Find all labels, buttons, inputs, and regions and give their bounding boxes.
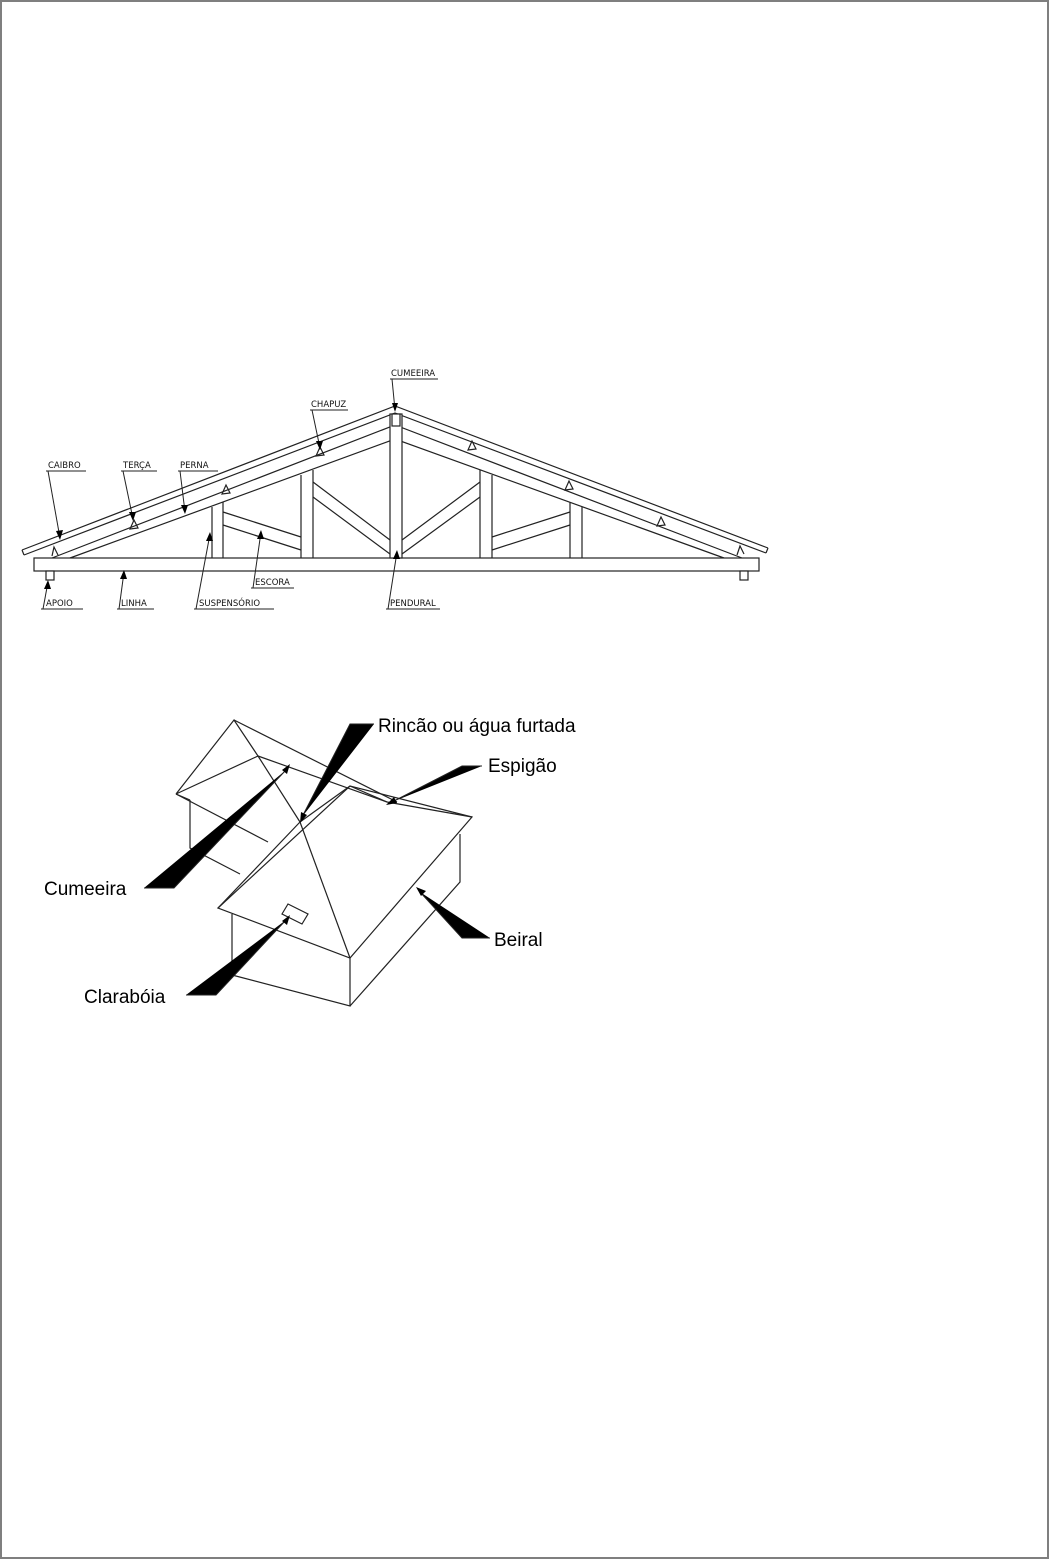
cumeeira-block — [392, 414, 400, 426]
label-terca: TERÇA — [123, 461, 151, 471]
label-cumeeira-truss: CUMEEIRA — [391, 369, 436, 379]
apoio-right — [740, 571, 748, 580]
label-cumeeira-roof: Cumeeira — [44, 879, 127, 900]
label-apoio: APOIO — [46, 599, 73, 609]
label-rincao: Rincão ou água furtada — [378, 716, 576, 737]
apoio-left — [46, 571, 54, 580]
label-suspensorio: SUSPENSÓRIO — [199, 599, 261, 609]
label-beiral: Beiral — [494, 930, 543, 951]
roof-truss-diagram — [22, 369, 768, 609]
label-espigao: Espigão — [488, 756, 557, 777]
label-claraboia: Clarabóia — [84, 987, 166, 1008]
front-roof-outline — [218, 786, 472, 958]
label-escora: ESCORA — [255, 578, 290, 588]
label-caibro: CAIBRO — [48, 461, 81, 471]
label-pendural: PENDURAL — [390, 599, 436, 609]
diagram-canvas — [2, 2, 1047, 1557]
label-perna: PERNA — [180, 461, 209, 471]
label-linha: LINHA — [121, 599, 147, 609]
house-roof-diagram — [44, 716, 576, 1008]
label-chapuz: CHAPUZ — [311, 400, 347, 410]
linha-beam — [34, 558, 759, 571]
pendural-post — [390, 414, 402, 558]
